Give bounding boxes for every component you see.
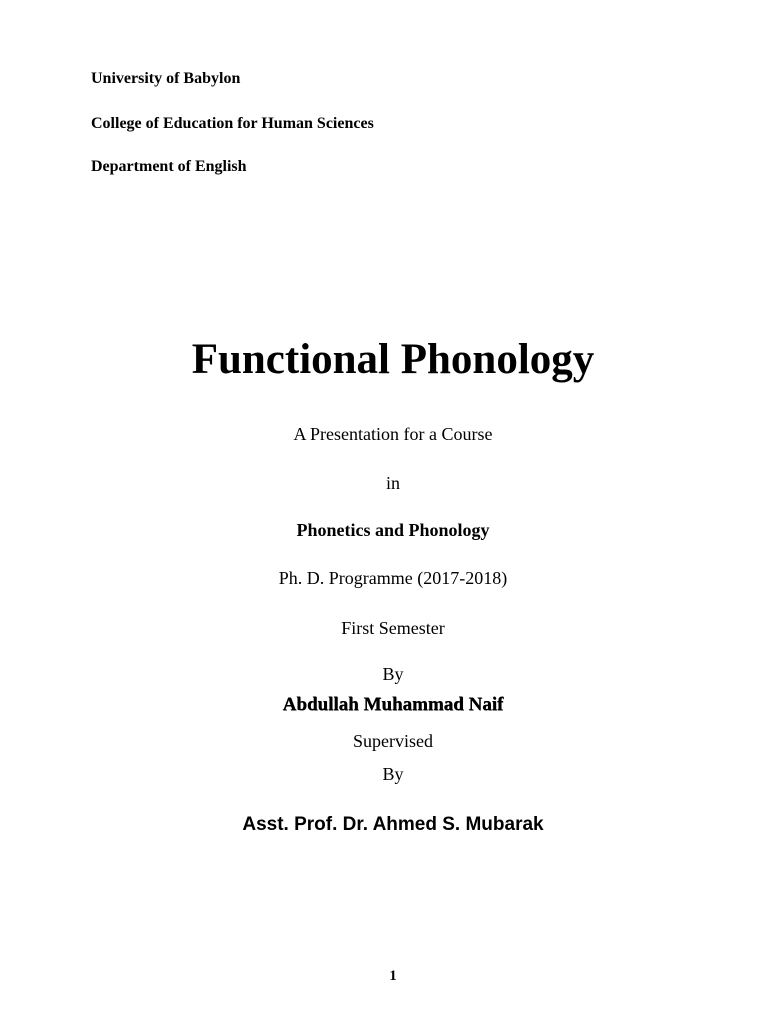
presentation-line: A Presentation for a Course	[293, 424, 493, 444]
supervised-line: Supervised	[353, 731, 433, 751]
page-number: 1	[389, 968, 397, 984]
programme-line: Ph. D. Programme (2017-2018)	[278, 568, 508, 588]
course-name: Phonetics and Phonology	[296, 520, 490, 540]
document-title: Functional Phonology	[191, 336, 595, 383]
college-name: College of Education for Human Sciences	[91, 115, 374, 132]
supervised-by-line: By	[382, 764, 404, 784]
author-name: Abdullah Muhammad Naif	[282, 694, 504, 715]
department-name: Department of English	[91, 158, 247, 175]
university-name: University of Babylon	[91, 70, 241, 87]
in-line: in	[385, 473, 400, 493]
by-line: By	[382, 664, 404, 684]
semester-line: First Semester	[341, 618, 445, 638]
supervisor-name: Asst. Prof. Dr. Ahmed S. Mubarak	[242, 814, 544, 835]
